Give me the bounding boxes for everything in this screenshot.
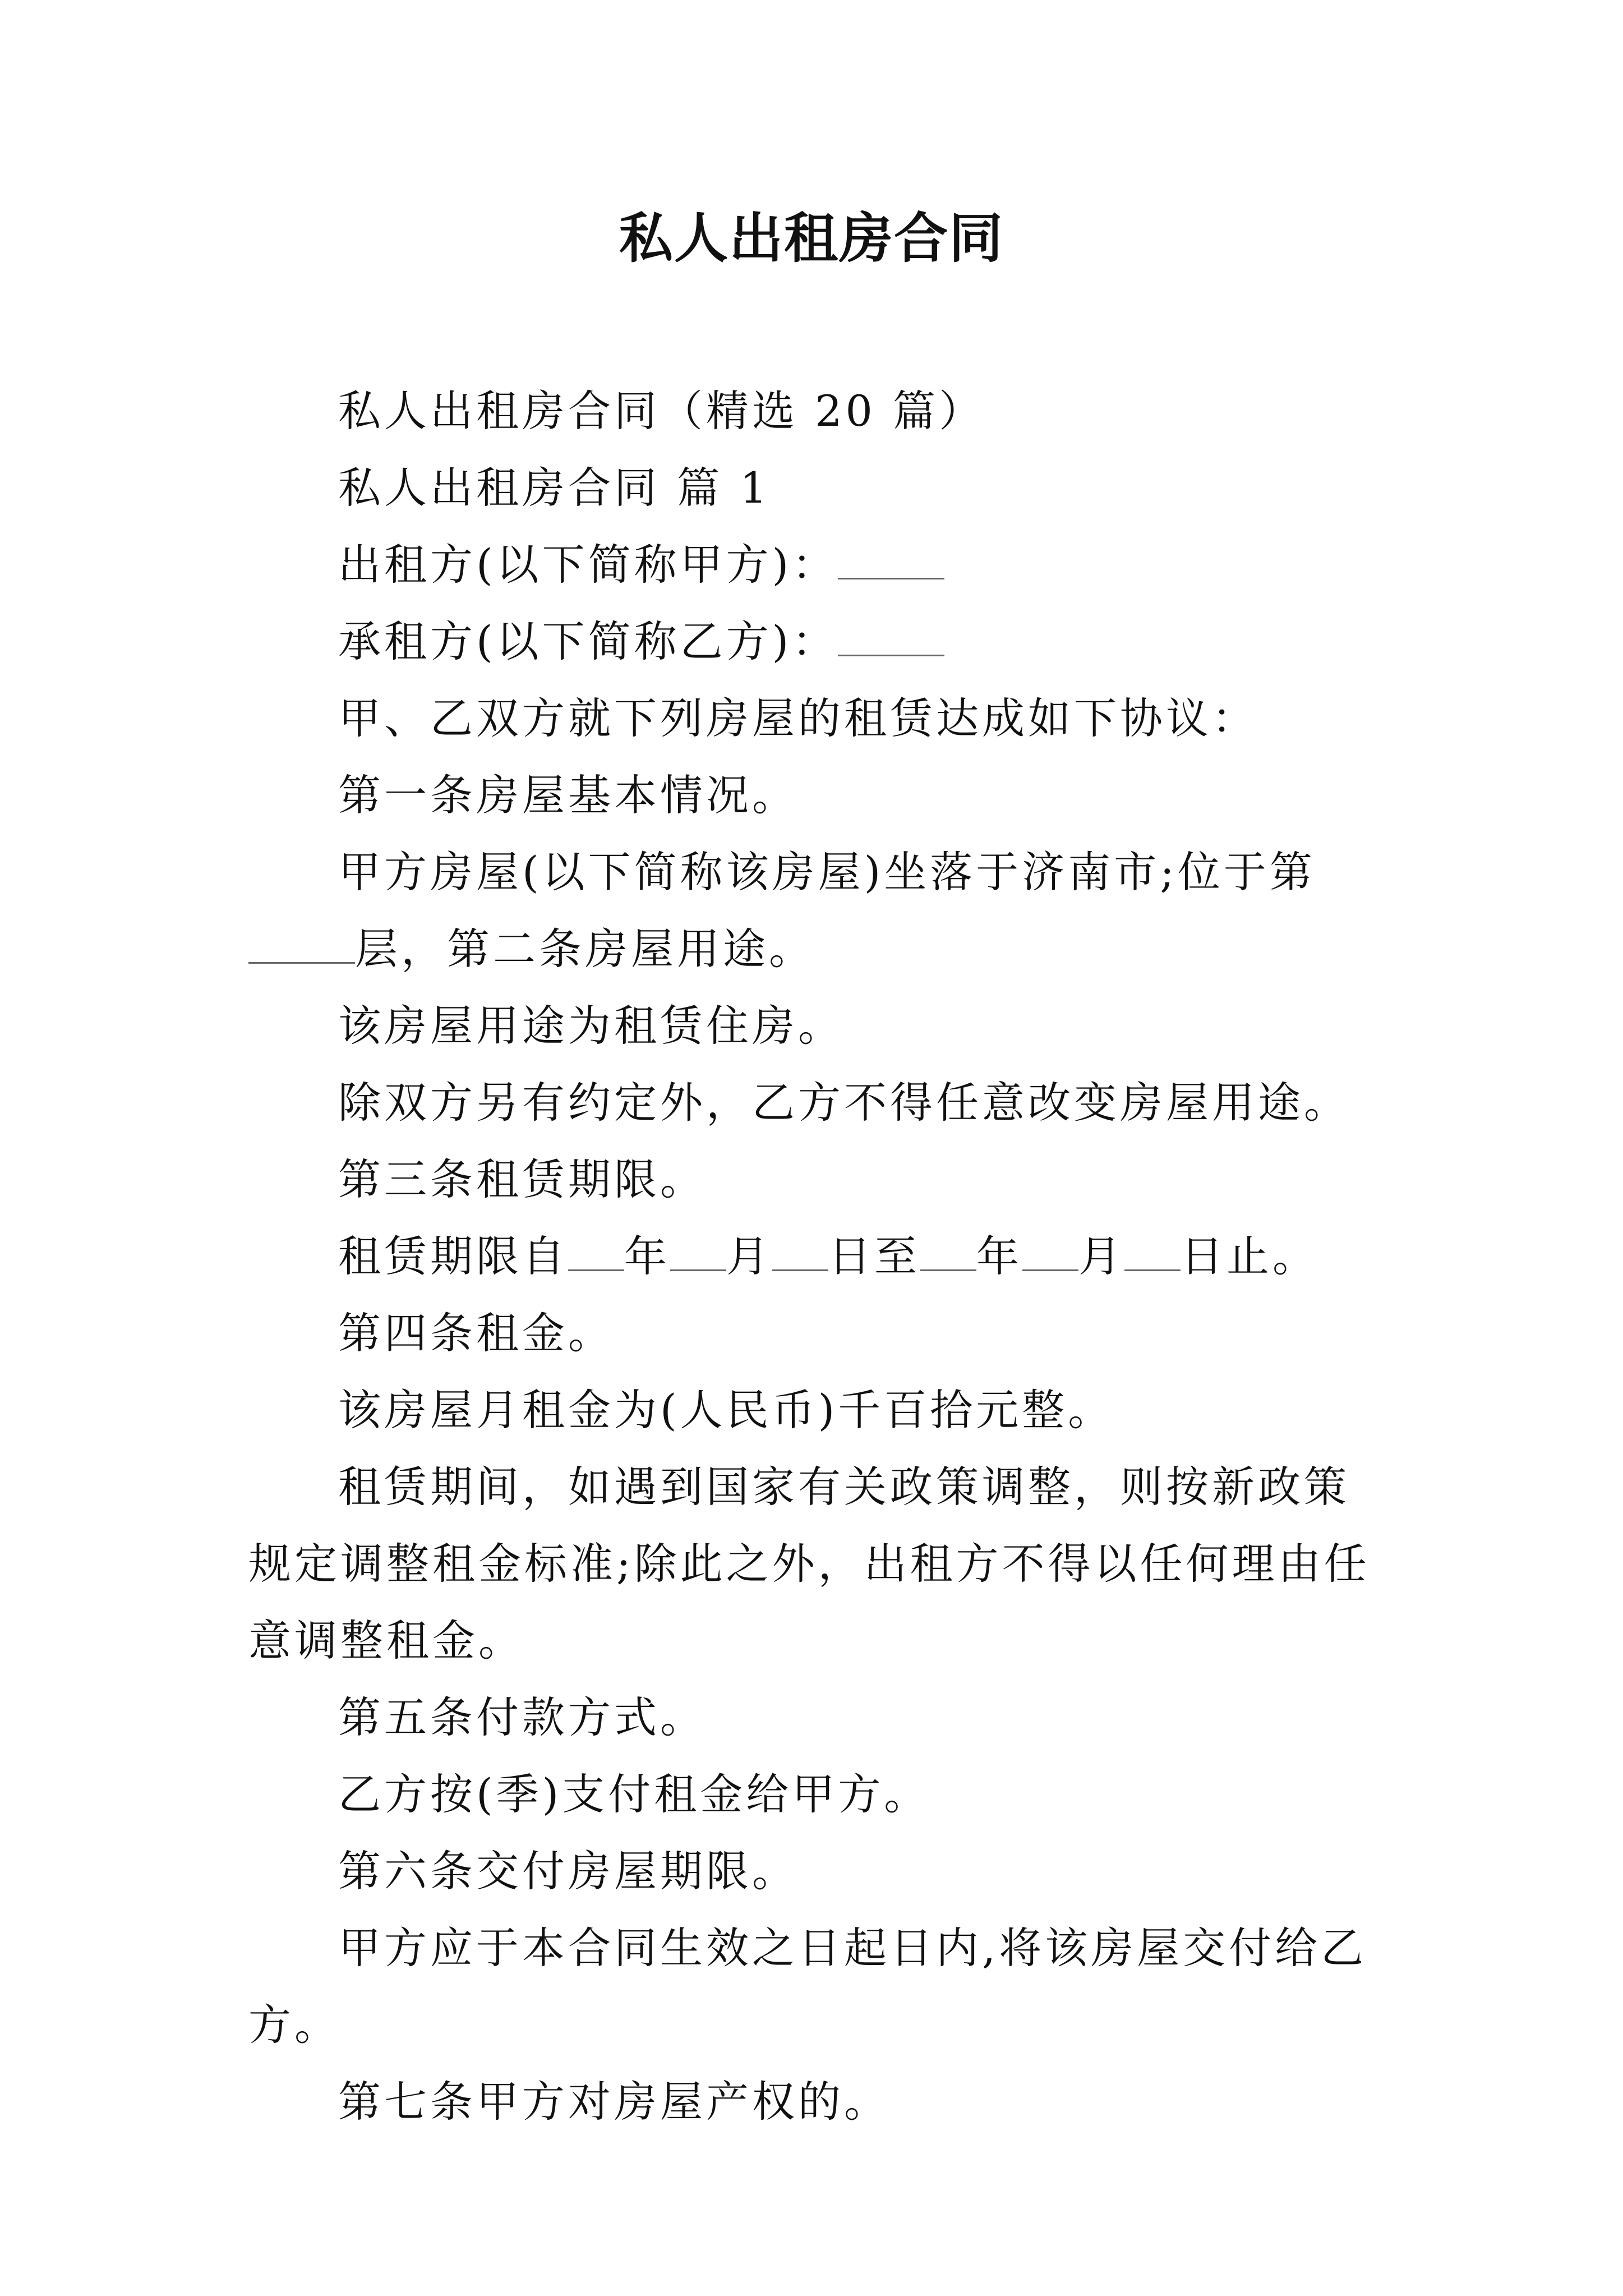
property-location-text-cont: 层，第二条房屋用途。 bbox=[355, 924, 815, 974]
delivery-paragraph: 甲方应于本合同生效之日起日内,将该房屋交付给乙方。 bbox=[248, 1923, 1367, 2050]
day-to-label: 日至 bbox=[828, 1231, 920, 1281]
start-year-blank bbox=[568, 1236, 624, 1271]
lessee-blank bbox=[838, 621, 944, 656]
lease-term-text: 租赁期限自 bbox=[338, 1231, 568, 1281]
usage-paragraph: 该房屋用途为租赁住房。 bbox=[338, 1001, 844, 1051]
year-label: 年 bbox=[624, 1231, 670, 1281]
end-month-blank bbox=[1022, 1236, 1078, 1271]
document-title: 私人出租房合同 bbox=[619, 207, 1004, 270]
rent-amount-paragraph: 该房屋月租金为(人民币)千百拾元整。 bbox=[338, 1385, 1114, 1435]
article-3-heading: 第三条租赁期限。 bbox=[338, 1154, 706, 1204]
article-4-heading: 第四条租金。 bbox=[338, 1308, 614, 1358]
lease-term-paragraph bbox=[248, 1218, 1381, 1295]
end-year-blank bbox=[920, 1236, 976, 1271]
lessee-label: 承租方(以下简称乙方)： bbox=[338, 616, 838, 666]
article-7-heading: 第七条甲方对房屋产权的。 bbox=[338, 2077, 890, 2127]
start-month-blank bbox=[670, 1236, 726, 1271]
lessee-line bbox=[248, 603, 1381, 680]
property-location-text: 甲方房屋(以下简称该房屋)坐落于济南市;位于第 bbox=[338, 847, 1316, 897]
rent-adjustment-paragraph: 租赁期间，如遇到国家有关政策调整，则按新政策规定调整租金标准;除此之外，出租方不得以任何理由任意调整租金。 bbox=[248, 1462, 1370, 1665]
section-heading: 私人出租房合同 篇 1 bbox=[338, 463, 771, 513]
usage-restriction-paragraph: 除双方另有约定外，乙方不得任意改变房屋用途。 bbox=[338, 1078, 1350, 1128]
lessor-label: 出租方(以下简称甲方)： bbox=[338, 540, 838, 590]
year-label: 年 bbox=[976, 1231, 1022, 1281]
property-location-paragraph bbox=[248, 834, 1381, 987]
article-1-heading: 第一条房屋基本情况。 bbox=[338, 770, 798, 820]
start-day-blank bbox=[772, 1236, 828, 1271]
month-label: 月 bbox=[1078, 1231, 1124, 1281]
subtitle-paragraph: 私人出租房合同（精选 20 篇） bbox=[338, 386, 985, 436]
lessor-blank bbox=[838, 544, 944, 579]
article-6-heading: 第六条交付房屋期限。 bbox=[338, 1846, 798, 1896]
document-body bbox=[248, 372, 1381, 2140]
article-5-heading: 第五条付款方式。 bbox=[338, 1692, 706, 1742]
floor-blank bbox=[248, 928, 355, 964]
month-label: 月 bbox=[726, 1231, 772, 1281]
day-end-label: 日止。 bbox=[1181, 1231, 1318, 1281]
lessor-line bbox=[248, 526, 1381, 603]
agreement-intro: 甲、乙双方就下列房屋的租赁达成如下协议： bbox=[338, 693, 1258, 743]
end-day-blank bbox=[1124, 1236, 1181, 1271]
payment-paragraph: 乙方按(季)支付租金给甲方。 bbox=[338, 1769, 930, 1819]
